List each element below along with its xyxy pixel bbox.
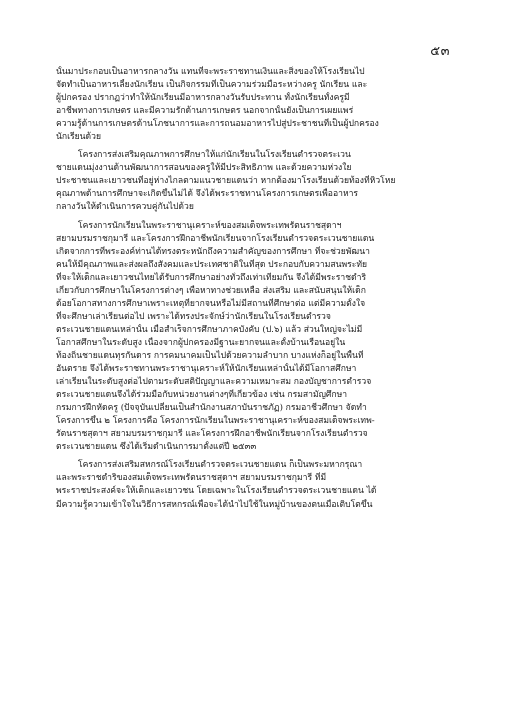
text-line: รัตนราชสุดาฯ สยามบรมราชกุมารี และโครงการฝึกอาชีพนักเรียนจากโรงเรียนตำรวจ [56, 429, 368, 440]
page-number: ๕๓ [430, 44, 450, 59]
text-line: จัดทำเป็นอาหารเลี้ยงนักเรียน เป็นกิจกรรมที่เป็นความร่วมมือระหว่างครู นักเรียน และ [56, 80, 368, 91]
text-line: ชายแดนมุ่งงานด้านพัฒนาการสอนของครูให้มีประสิทธิภาพ และด้วยความห่วงใย [56, 163, 352, 174]
text-line: อาชีพทางการเกษตร และมีความรักด้านการเกษตร นอกจากนั้นยังเป็นการเผยแพร่ [56, 106, 354, 117]
text-line: นักเรียนด้วย [56, 132, 101, 143]
text-line: ประชาชนและเยาวชนที่อยู่ห่างไกลตามแนวชายแดนว่า หากต้องมาโรงเรียนด้วยท้องที่หิวโหย [56, 176, 396, 187]
text-line: กลางวันให้ดำเนินการควบคู่กันไปด้วย [56, 202, 194, 213]
text-line: เกี่ยวกับการศึกษาในโครงการต่างๆ เพื่อหาทางช่วยเหลือ ส่งเสริม และสนับสนุนให้เด็ก [56, 285, 366, 296]
text-line: ตระเวนชายแดน ซึ่งได้เริ่มดำเนินการมาตั้งแต่ปี ๒๕๓๓ [56, 442, 257, 453]
text-line: อันตราย จึงได้พระราชทานพระราชานุเคราะห์ให้นักเรียนเหล่านั้นได้มีโอกาสศึกษา [56, 364, 357, 375]
text-line: ด้อยโอกาสทางการศึกษาเพราะเหตุที่ยากจนหรือไม่มีสถานที่ศึกษาต่อ แต่มีความตั้งใจ [56, 298, 366, 309]
text-line: คนให้มีคุณภาพและส่งผลถึงสังคมและประเทศชาติในที่สุด ประกอบกับความสนพระทัย [56, 259, 368, 270]
text-line: โครงการส่งเสริมคุณภาพการศึกษาให้แก่นักเรียนในโรงเรียนตำรวจตระเวน [78, 150, 351, 161]
text-line: ท้องถิ่นชายแดนทุรกันดาร การคมนาคมเป็นไปด้วยความลำบาก บางแห่งก็อยู่ในพื้นที่ [56, 350, 364, 361]
text-line: ผู้ปกครอง ปรากฏว่าทำให้นักเรียนมีอาหารกลางวันรับประทาน ทั้งนักเรียนทั้งครูมี [56, 93, 350, 104]
text-line: ตระเวนชายแดนเหล่านั้น เมื่อสำเร็จการศึกษาภาคบังคับ (ป.๖) แล้ว ส่วนใหญ่จะไม่มี [56, 324, 363, 335]
text-line: กรมการฝึกหัดครู (ปัจจุบันเปลี่ยนเป็นสำนักงานสภาบันราชภัฏ) กรมอาชีวศึกษา จัดทำ [56, 403, 367, 414]
text-line: โครงการส่งเสริมสหกรณ์โรงเรียนตำรวจตระเวนชายแดน ก็เป็นพระมหากรุณา [78, 460, 363, 471]
text-line: คุณภาพด้านการศึกษาจะเกิดขึ้นไม่ได้ จึงได้พระราชทานโครงการเกษตรเพื่ออาหาร [56, 189, 359, 200]
page-body [56, 66, 474, 517]
text-line: ตระเวนชายแดนจึงได้ร่วมมือกับหน่วยงานต่างๆที่เกี่ยวข้อง เช่น กรมสามัญศึกษา [56, 390, 348, 401]
text-line: ความรู้ด้านการเกษตรด้านโภชนาการและการถนอมอาหารไปสู่ประชาชนที่เป็นผู้ปกครอง [56, 119, 379, 130]
paragraph-p1 [56, 66, 474, 144]
text-line: ที่จะศึกษาเล่าเรียนต่อไป เพราะได้ทรงประจักษ์ว่านักเรียนในโรงเรียนตำรวจ [56, 311, 331, 322]
paragraph-p3 [56, 220, 474, 455]
text-line: มีความรู้ความเข้าใจในวิธีการสหกรณ์เพื่อจะได้นำไปใช้ในหมู่บ้านของตนเมื่อเติบโตขึ้น [56, 499, 373, 510]
text-line: และพระราชดำริของสมเด็จพระเทพรัตนราชสุดาฯ สยามบรมราชกุมารี ที่มี [56, 473, 327, 484]
paragraph-p2 [56, 149, 474, 214]
text-line: ที่จะให้เด็กและเยาวชนไทยได้รับการศึกษาอย่างทั่วถึงเท่าเทียมกัน จึงได้มีพระราชดำริ [56, 272, 367, 283]
text-line: เล่าเรียนในระดับสูงต่อไปตามระดับสติปัญญาและความเหมาะสม กองบัญชาการตำรวจ [56, 377, 372, 388]
text-line: โครงการขึ้น ๒ โครงการคือ โครงการนักเรียนในพระราชานุเคราะห์ของสมเด็จพระเทพ- [56, 416, 375, 427]
text-line: นั้นมาประกอบเป็นอาหารกลางวัน แทนที่จะพระราชทานเงินและสิ่งของให้โรงเรียนไป [56, 67, 365, 77]
text-line: โอกาสศึกษาในระดับสูง เนื่องจากผู้ปกครองมีฐานะยากจนและตั้งบ้านเรือนอยู่ใน [56, 337, 346, 348]
text-line: โครงการนักเรียนในพระราชานุเคราะห์ของสมเด็จพระเทพรัตนราชสุดาฯ [78, 220, 342, 231]
paragraph-p4 [56, 459, 474, 511]
text-line: เกิดจากการที่พระองค์ท่านได้ทรงตระหนักถึงความสำคัญของการศึกษา ที่จะช่วยพัฒนา [56, 246, 370, 257]
text-line: สยามบรมราชกุมารี และโครงการฝึกอาชีพนักเรียนจากโรงเรียนตำรวจตระเวนชายแดน [56, 233, 375, 244]
text-line: พระราชประสงค์จะให้เด็กและเยาวชน โดยเฉพาะในโรงเรียนตำรวจตระเวนชายแดน ได้ [56, 486, 377, 497]
